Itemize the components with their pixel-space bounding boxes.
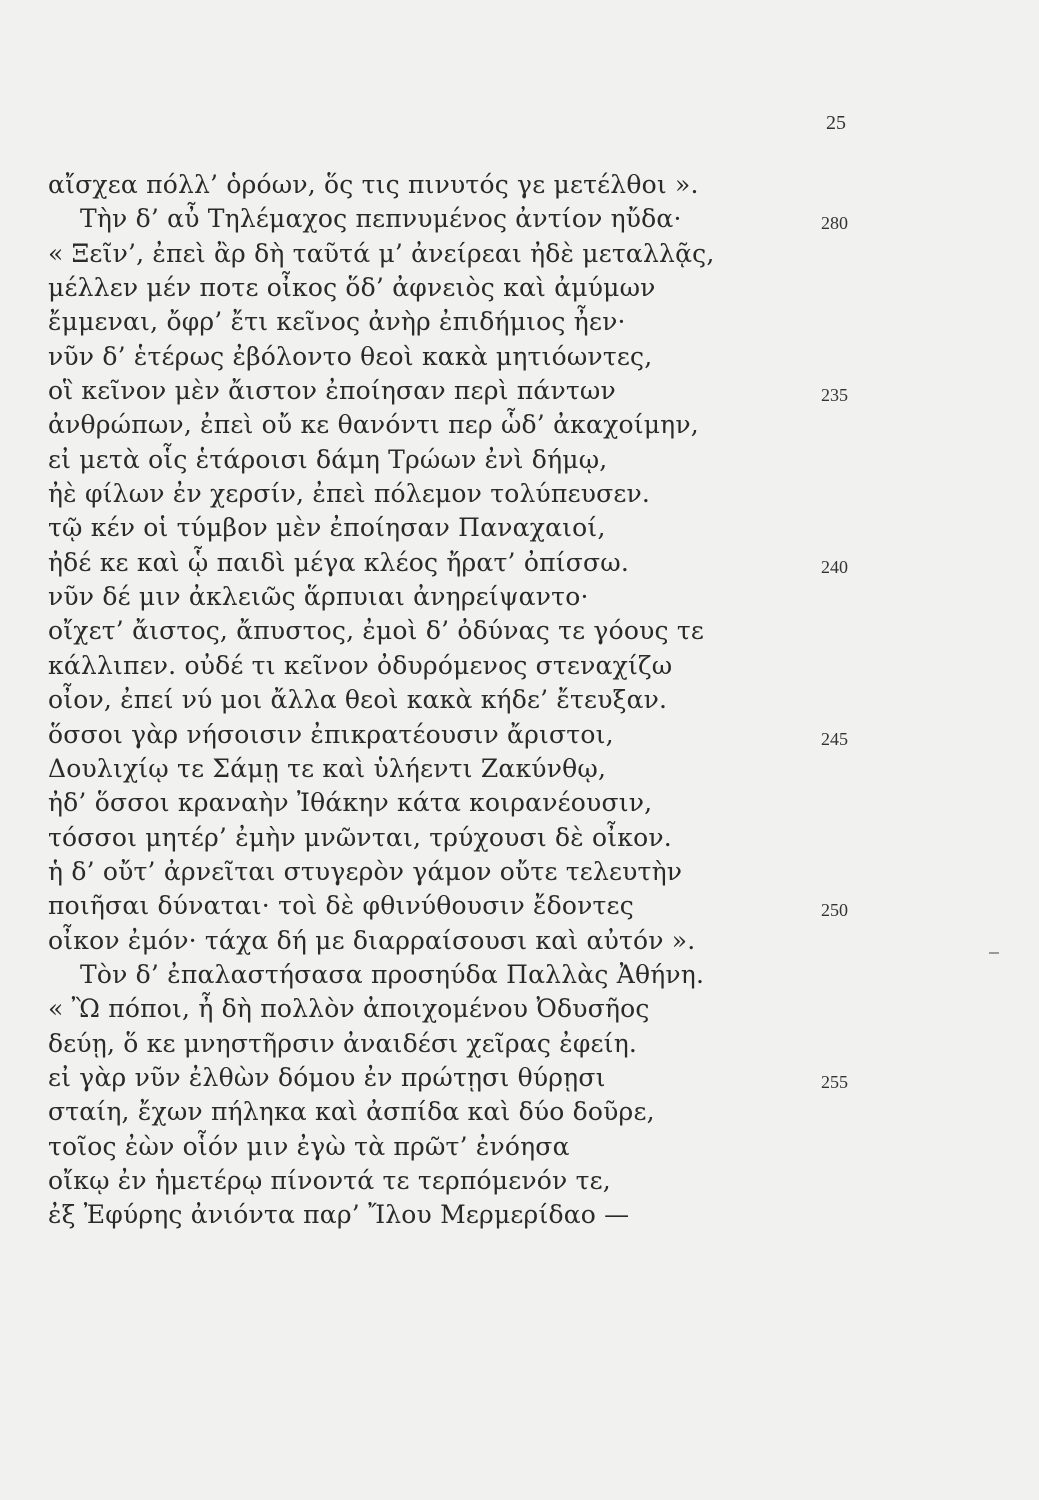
verse-line bbox=[48, 202, 878, 236]
verse-line-text: μέλλεν μέν ποτε οἶκος ὅδ’ ἀφνειὸς καὶ ἀμύμων bbox=[48, 273, 656, 303]
verse-line bbox=[48, 718, 878, 752]
verse-line bbox=[48, 305, 878, 339]
verse-line bbox=[48, 992, 878, 1026]
line-number: 250 bbox=[821, 900, 848, 921]
verse-line-text: Τὸν δ’ ἐπαλαστήσασα προσηύδα Παλλὰς Ἀθήνη. bbox=[80, 959, 705, 989]
verse-line-text: ἔμμεναι, ὄφρ’ ἔτι κεῖνος ἀνὴρ ἐπιδήμιος ἦεν· bbox=[48, 307, 626, 337]
verse-line-text: ἀνθρώπων, ἐπεὶ οὔ κε θανόντι περ ὧδ’ ἀκαχοίμην, bbox=[48, 410, 699, 440]
verse-line bbox=[48, 511, 878, 545]
verse-line bbox=[48, 752, 878, 786]
verse-line bbox=[48, 271, 878, 305]
verse-line-text: ἠδ’ ὅσσοι κραναὴν Ἰθάκην κάτα κοιρανέουσιν, bbox=[48, 788, 653, 818]
verse-line-text: τοῖος ἐὼν οἷόν μιν ἐγὼ τὰ πρῶτ’ ἐνόησα bbox=[48, 1131, 570, 1161]
verse-line bbox=[48, 924, 878, 958]
verse-line-text: « Ὢ πόποι, ἦ δὴ πολλὸν ἀποιχομένου Ὀδυσῆος bbox=[48, 994, 650, 1024]
verse-line-text: οἴχετ’ ἄιστος, ἄπυστος, ἐμοὶ δ’ ὀδύνας τε γόους τε bbox=[48, 616, 704, 646]
verse-line bbox=[48, 1027, 878, 1061]
verse-line bbox=[48, 1164, 878, 1198]
line-number: 280 bbox=[821, 213, 848, 234]
verse-line bbox=[48, 1061, 878, 1095]
verse-line-text: ἡ δ’ οὔτ’ ἀρνεῖται στυγερὸν γάμον οὔτε τελευτὴν bbox=[48, 856, 683, 886]
verse-line bbox=[48, 786, 878, 820]
verse-line bbox=[48, 546, 878, 580]
verse-line bbox=[48, 649, 878, 683]
verse-line-text: τόσσοι μητέρ’ ἐμὴν μνῶνται, τρύχουσι δὲ οἶκον. bbox=[48, 822, 672, 852]
verse-line bbox=[48, 1130, 878, 1164]
verse-line-text: Τὴν δ’ αὖ Τηλέμαχος πεπνυμένος ἀντίον ηὔδα· bbox=[80, 204, 682, 234]
verse-line-text: « Ξεῖν’, ἐπεὶ ἂρ δὴ ταῦτά μ’ ἀνείρεαι ἠδὲ μεταλλᾷς, bbox=[48, 238, 715, 268]
verse-line-text: εἰ μετὰ οἷς ἑτάροισι δάμη Τρώων ἐνὶ δήμῳ, bbox=[48, 444, 608, 474]
verse-line bbox=[48, 855, 878, 889]
verse-line bbox=[48, 168, 878, 202]
verse-line-text: δεύῃ, ὅ κε μνηστῆρσιν ἀναιδέσι χεῖρας ἐφείη. bbox=[48, 1028, 638, 1058]
verse-line bbox=[48, 889, 878, 923]
verse-line bbox=[48, 374, 878, 408]
verse-line bbox=[48, 237, 878, 271]
line-number: 240 bbox=[821, 556, 848, 577]
line-number: 245 bbox=[821, 728, 848, 749]
verse-line-text: αἴσχεα πόλλ’ ὁρόων, ὅς τις πινυτός γε μετέλθοι ». bbox=[48, 170, 699, 199]
verse-line bbox=[48, 958, 878, 992]
margin-mark bbox=[989, 952, 999, 954]
verse-line bbox=[48, 614, 878, 648]
verse-line-text: οἳ κεῖνον μὲν ἄιστον ἐποίησαν περὶ πάντων bbox=[48, 376, 616, 406]
verse-line-text: οἶκον ἐμόν· τάχα δή με διαρραίσουσι καὶ αὐτόν ». bbox=[48, 925, 696, 955]
verse-line-text: εἰ γὰρ νῦν ἐλθὼν δόμου ἐν πρώτῃσι θύρῃσι bbox=[48, 1062, 606, 1092]
verse-line-text: σταίη, ἔχων πήληκα καὶ ἀσπίδα καὶ δύο δοῦρε, bbox=[48, 1097, 655, 1127]
verse-line-text: ἐξ Ἐφύρης ἀνιόντα παρ’ Ἴλου Μερμερίδαο — bbox=[48, 1200, 630, 1230]
page-number: 25 bbox=[826, 112, 846, 134]
poem-text bbox=[48, 168, 878, 1233]
line-number: 235 bbox=[821, 385, 848, 406]
verse-line-text: ἠὲ φίλων ἐν χερσίν, ἐπεὶ πόλεμον τολύπευσεν. bbox=[48, 479, 651, 509]
verse-line bbox=[48, 443, 878, 477]
verse-line-text: Δουλιχίῳ τε Σάμῃ τε καὶ ὑλήεντι Ζακύνθῳ, bbox=[48, 753, 607, 783]
verse-line-text: ἠδέ κε καὶ ᾧ παιδὶ μέγα κλέος ἤρατ’ ὀπίσσω. bbox=[48, 547, 629, 577]
verse-line-text: νῦν δ’ ἑτέρως ἐβόλοντο θεοὶ κακὰ μητιόωντες, bbox=[48, 341, 653, 371]
verse-line-text: οἶον, ἐπεί νύ μοι ἄλλα θεοὶ κακὰ κήδε’ ἔτευξαν. bbox=[48, 685, 668, 715]
verse-line bbox=[48, 683, 878, 717]
verse-line-text: νῦν δέ μιν ἀκλειῶς ἅρπυιαι ἀνηρείψαντο· bbox=[48, 582, 589, 612]
verse-line bbox=[48, 477, 878, 511]
verse-line-text: ποιῆσαι δύναται· τοὶ δὲ φθινύθουσιν ἔδοντες bbox=[48, 891, 634, 921]
verse-line bbox=[48, 408, 878, 442]
verse-line bbox=[48, 1095, 878, 1129]
line-number: 255 bbox=[821, 1071, 848, 1092]
verse-line bbox=[48, 340, 878, 374]
verse-line bbox=[48, 821, 878, 855]
verse-line bbox=[48, 580, 878, 614]
verse-line-text: τῷ κέν οἱ τύμβον μὲν ἐποίησαν Παναχαιοί, bbox=[48, 513, 606, 543]
verse-line-text: κάλλιπεν. οὐδέ τι κεῖνον ὀδυρόμενος στεναχίζω bbox=[48, 650, 673, 680]
verse-line bbox=[48, 1198, 878, 1232]
verse-line-text: οἴκῳ ἐν ἡμετέρῳ πίνοντά τε τερπόμενόν τε, bbox=[48, 1165, 611, 1195]
verse-line-text: ὅσσοι γὰρ νήσοισιν ἐπικρατέουσιν ἄριστοι, bbox=[48, 719, 614, 749]
